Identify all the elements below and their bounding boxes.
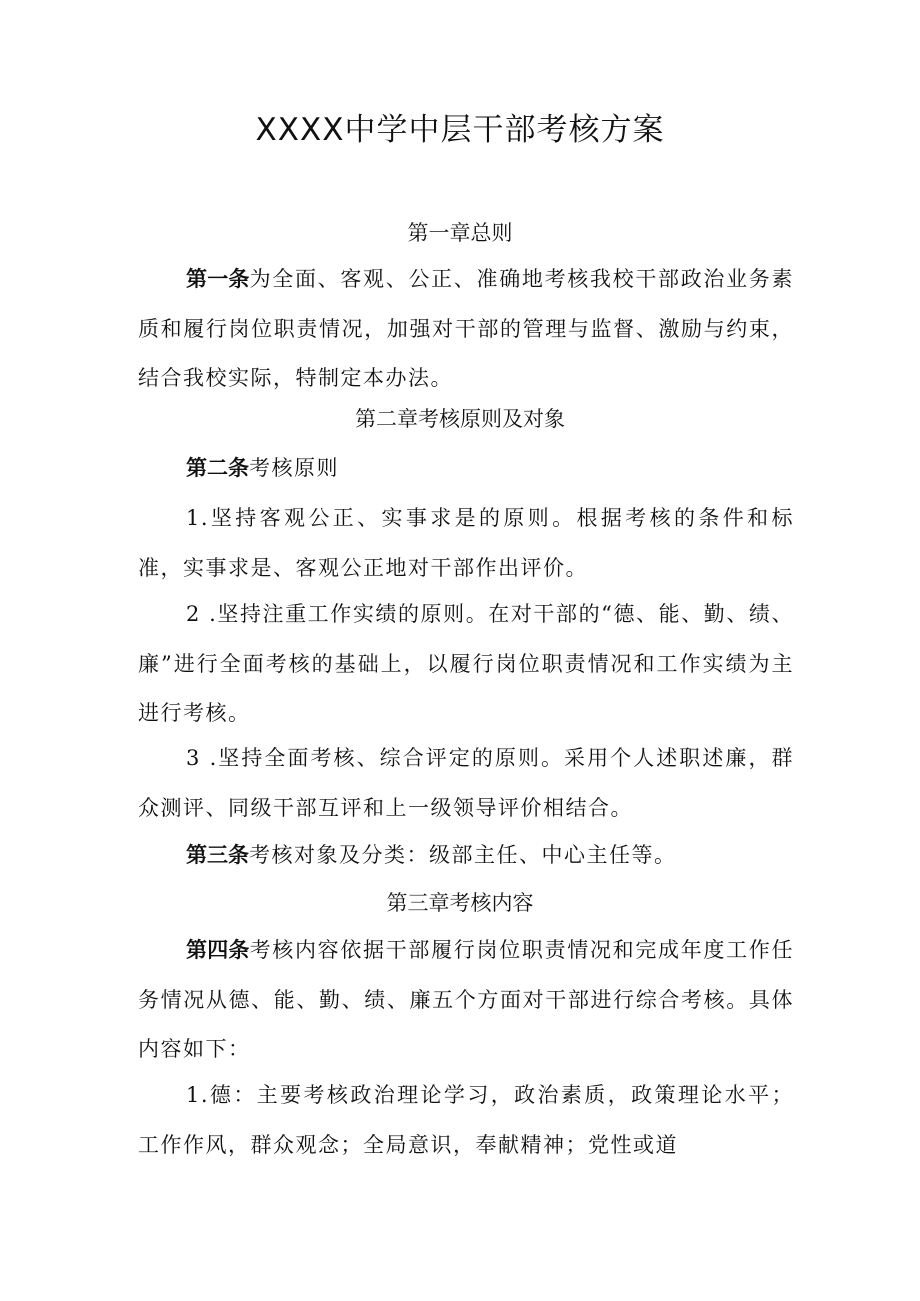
article-2-paragraph (138, 444, 794, 494)
article-3-paragraph (138, 831, 794, 881)
article-1-text: 为全面、客观、公正、准确地考核我校干部政治业务素质和履行岗位职责情况，加强对干部的管理与监督、激励与约束，结合我校实际，特制定本办法。 (138, 267, 794, 390)
item-1-paragraph: 1.德：主要考核政治理论学习，政治素质，政策理论水平；工作作风，群众观念；全局意识，奉献精神；党性或道 (138, 1083, 794, 1157)
principle-1-paragraph: 1.坚持客观公正、实事求是的原则。根据考核的条件和标准，实事求是、客观公正地对干部作出评价。 (138, 506, 794, 580)
chapter-3-heading: 第三章考核内容 (386, 891, 534, 915)
article-4-text: 考核内容依据干部履行岗位职责情况和完成年度工作任务情况从德、能、勤、绩、廉五个方面对干部进行综合考核。具体内容如下： (138, 938, 794, 1061)
principle-2-paragraph: 2 .坚持注重工作实绩的原则。在对干部的“德、能、勤、绩、廉”进行全面考核的基础上，以履行岗位职责情况和工作实绩为主进行考核。 (138, 602, 794, 725)
article-3-text: 考核对象及分类：级部主任、中心主任等。 (249, 843, 677, 867)
article-2-text: 考核原则 (249, 456, 339, 480)
principle-3-paragraph: 3 .坚持全面考核、综合评定的原则。采用个人述职述廉，群众测评、同级干部互评和上一级领导评价相结合。 (138, 746, 794, 820)
article-4-label: 第四条 (186, 938, 250, 962)
article-3-label: 第三条 (186, 843, 249, 867)
chapter-2-heading: 第二章考核原则及对象 (355, 407, 565, 431)
article-1-paragraph (138, 255, 794, 404)
document-title: XXXX中学中层干部考核方案 (255, 112, 665, 148)
chapter-1-heading: 第一章总则 (407, 221, 513, 245)
article-2-label: 第二条 (186, 456, 249, 480)
article-4-paragraph (138, 926, 794, 1075)
article-1-label: 第一条 (186, 267, 250, 291)
